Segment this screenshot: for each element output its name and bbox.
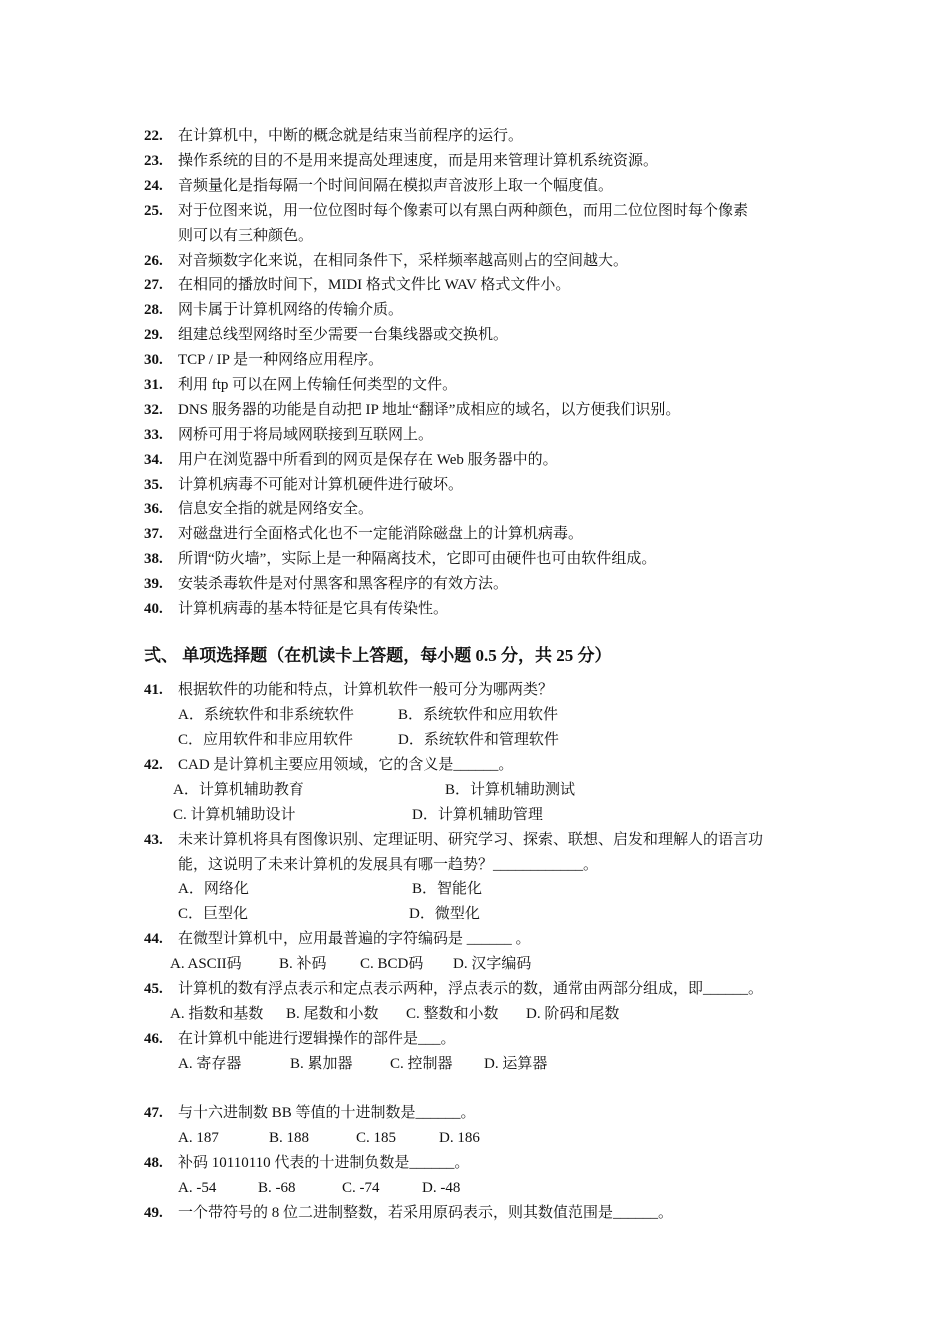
option-d: D．计算机辅助管理 bbox=[412, 807, 543, 823]
question-text: 在微型计算机中，应用最普遍的字符编码是 ______ 。 bbox=[178, 931, 531, 947]
option-b: B. 尾数和小数 bbox=[286, 1006, 379, 1022]
question-number: 39. bbox=[144, 576, 163, 592]
question-number: 32. bbox=[144, 402, 163, 418]
option-a: A. -54 bbox=[178, 1180, 217, 1196]
option-d: D．微型化 bbox=[409, 906, 480, 922]
option-c: C. 185 bbox=[356, 1130, 397, 1146]
option-a: A．系统软件和非系统软件 bbox=[178, 707, 354, 723]
question-number: 43. bbox=[144, 832, 163, 848]
question-text: 对于位图来说，用一位位图时每个像素可以有黑白两种颜色，而用二位位图时每个像素 bbox=[178, 203, 749, 219]
question-number: 31. bbox=[144, 377, 163, 393]
question-text: 补码 10110110 代表的十进制负数是______。 bbox=[178, 1155, 470, 1171]
question-text: 计算机病毒不可能对计算机硬件进行破坏。 bbox=[178, 477, 464, 493]
question-number: 47. bbox=[144, 1105, 163, 1121]
question-text: 信息安全指的就是网络安全。 bbox=[178, 501, 374, 517]
question-number: 41. bbox=[144, 682, 163, 698]
option-b: B. 补码 bbox=[279, 956, 327, 972]
question-text: 音频量化是指每隔一个时间间隔在模拟声音波形上取一个幅度值。 bbox=[178, 178, 614, 194]
question-text: 利用 ftp 可以在网上传输任何类型的文件。 bbox=[178, 377, 458, 393]
option-a: A. 187 bbox=[178, 1130, 219, 1146]
question-number: 22. bbox=[144, 128, 163, 144]
option-c: C. 控制器 bbox=[390, 1056, 453, 1072]
option-a: A. ASCII码 bbox=[170, 956, 242, 972]
option-a: A．计算机辅助教育 bbox=[173, 782, 304, 798]
question-number: 42. bbox=[144, 757, 163, 773]
question-number: 48. bbox=[144, 1155, 163, 1171]
question-text: 操作系统的目的不是用来提高处理速度，而是用来管理计算机系统资源。 bbox=[178, 153, 659, 169]
option-d: D. 运算器 bbox=[484, 1056, 548, 1072]
question-number: 40. bbox=[144, 601, 163, 617]
question-number: 44. bbox=[144, 931, 163, 947]
question-text: 对音频数字化来说，在相同条件下，采样频率越高则占的空间越大。 bbox=[178, 253, 629, 269]
question-number: 26. bbox=[144, 253, 163, 269]
option-b: B．智能化 bbox=[412, 881, 483, 897]
section-title: 弍、 单项选择题（在机读卡上答题，每小题 0.5 分，共 25 分） bbox=[144, 646, 612, 665]
question-number: 27. bbox=[144, 277, 163, 293]
option-d: D. -48 bbox=[422, 1180, 461, 1196]
question-text-continued: 则可以有三种颜色。 bbox=[178, 228, 314, 244]
question-text: 用户在浏览器中所看到的网页是保存在 Web 服务器中的。 bbox=[178, 452, 558, 468]
question-text: TCP / IP 是一种网络应用程序。 bbox=[178, 352, 384, 368]
option-c: C．巨型化 bbox=[178, 906, 249, 922]
question-text: 根据软件的功能和特点，计算机软件一般可分为哪两类？ bbox=[178, 682, 554, 698]
option-d: D. 186 bbox=[439, 1130, 480, 1146]
question-text: 在计算机中能进行逻辑操作的部件是___。 bbox=[178, 1031, 456, 1047]
question-text: DNS 服务器的功能是自动把 IP 地址“翻译”成相应的域名，以方便我们识别。 bbox=[178, 402, 681, 418]
question-text: 计算机的数有浮点表示和定点表示两种，浮点表示的数，通常由两部分组成，即______。 bbox=[178, 981, 764, 997]
question-text: 对磁盘进行全面格式化也不一定能消除磁盘上的计算机病毒。 bbox=[178, 526, 584, 542]
option-b: B．系统软件和应用软件 bbox=[398, 707, 559, 723]
question-number: 28. bbox=[144, 302, 163, 318]
option-b: B. -68 bbox=[258, 1180, 296, 1196]
question-number: 38. bbox=[144, 551, 163, 567]
option-c: C. 整数和小数 bbox=[406, 1006, 499, 1022]
option-a: A. 指数和基数 bbox=[170, 1006, 264, 1022]
option-d: D. 汉字编码 bbox=[453, 956, 532, 972]
option-a: A．网络化 bbox=[178, 881, 249, 897]
question-text: 在相同的播放时间下，MIDI 格式文件比 WAV 格式文件小。 bbox=[178, 277, 571, 293]
question-number: 24. bbox=[144, 178, 163, 194]
question-text-continued: 能，这说明了未来计算机的发展具有哪一趋势？____________。 bbox=[178, 857, 599, 873]
question-number: 23. bbox=[144, 153, 163, 169]
question-text: 在计算机中，中断的概念就是结束当前程序的运行。 bbox=[178, 128, 524, 144]
question-number: 25. bbox=[144, 203, 163, 219]
question-number: 35. bbox=[144, 477, 163, 493]
question-number: 36. bbox=[144, 501, 163, 517]
question-number: 45. bbox=[144, 981, 163, 997]
question-text: 与十六进制数 BB 等值的十进制数是______。 bbox=[178, 1105, 476, 1121]
question-text: 未来计算机将具有图像识别、定理证明、研究学习、探索、联想、启发和理解人的语言功 bbox=[178, 832, 764, 848]
question-number: 37. bbox=[144, 526, 163, 542]
question-text: 网卡属于计算机网络的传输介质。 bbox=[178, 302, 404, 318]
option-c: C. 计算机辅助设计 bbox=[173, 807, 296, 823]
option-b: B．计算机辅助测试 bbox=[445, 782, 576, 798]
option-d: D．系统软件和管理软件 bbox=[398, 732, 559, 748]
question-text: 安装杀毒软件是对付黑客和黑客程序的有效方法。 bbox=[178, 576, 509, 592]
option-c: C. BCD码 bbox=[360, 956, 424, 972]
question-number: 30. bbox=[144, 352, 163, 368]
question-text: 组建总线型网络时至少需要一台集线器或交换机。 bbox=[178, 327, 509, 343]
question-text: 网桥可用于将局域网联接到互联网上。 bbox=[178, 427, 434, 443]
option-c: C. -74 bbox=[342, 1180, 380, 1196]
question-text: 所谓“防火墙”，实际上是一种隔离技术，它即可由硬件也可由软件组成。 bbox=[178, 551, 657, 567]
question-number: 29. bbox=[144, 327, 163, 343]
option-c: C．应用软件和非应用软件 bbox=[178, 732, 354, 748]
question-number: 33. bbox=[144, 427, 163, 443]
option-a: A. 寄存器 bbox=[178, 1056, 242, 1072]
question-number: 49. bbox=[144, 1205, 163, 1221]
option-d: D. 阶码和尾数 bbox=[526, 1006, 620, 1022]
question-text: 计算机病毒的基本特征是它具有传染性。 bbox=[178, 601, 449, 617]
question-number: 34. bbox=[144, 452, 163, 468]
question-text: CAD 是计算机主要应用领域，它的含义是______。 bbox=[178, 757, 514, 773]
question-text: 一个带符号的 8 位二进制整数，若采用原码表示，则其数值范围是______。 bbox=[178, 1205, 674, 1221]
option-b: B. 188 bbox=[269, 1130, 310, 1146]
question-number: 46. bbox=[144, 1031, 163, 1047]
option-b: B. 累加器 bbox=[290, 1056, 353, 1072]
